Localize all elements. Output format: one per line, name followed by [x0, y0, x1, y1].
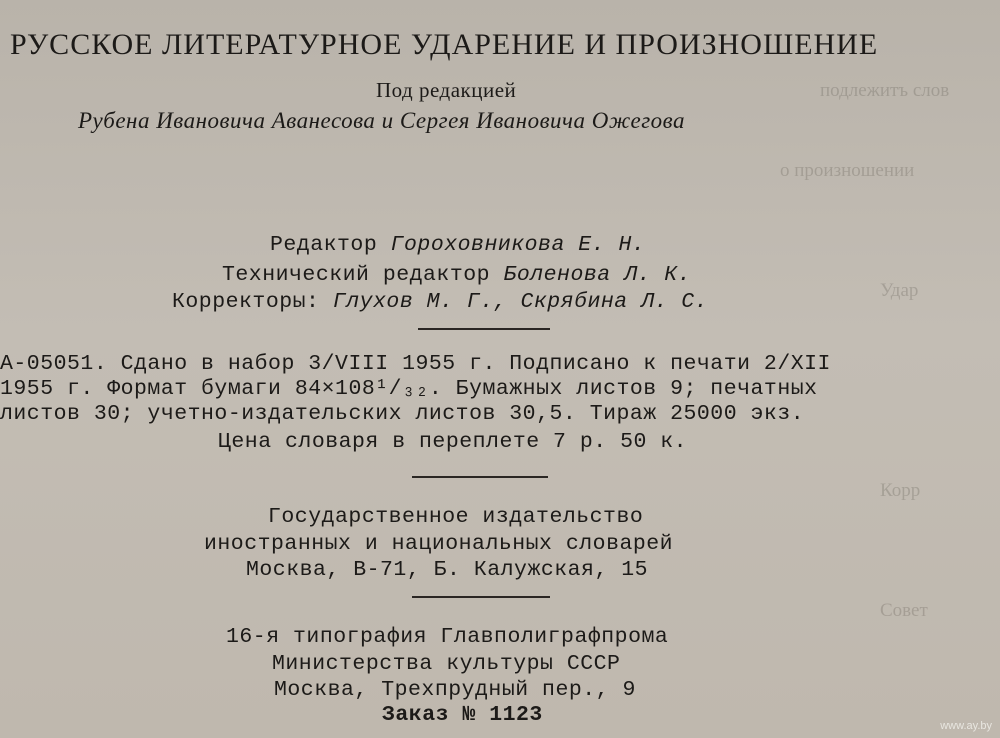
- printer-line: Заказ № 1123: [382, 703, 543, 727]
- divider-rule: [412, 596, 550, 598]
- publisher-line: Москва, В-71, Б. Калужская, 15: [246, 558, 649, 582]
- printer-line: Министерства культуры СССР: [272, 652, 621, 676]
- edited-by-label: Под редакцией: [376, 78, 517, 102]
- bleed-through-text: Корр: [880, 480, 921, 501]
- watermark: www.ay.by: [940, 720, 992, 732]
- imprint-line: Цена словаря в переплете 7 р. 50 к.: [218, 430, 688, 454]
- divider-rule: [412, 476, 548, 478]
- printer-line: 16-я типография Главполиграфпрома: [226, 625, 669, 649]
- imprint-line: листов 30; учетно-издательских листов 30,5. Тираж 25000 экз.: [0, 402, 805, 426]
- bleed-through-text: Совет: [880, 600, 928, 621]
- bleed-through-text: о произношении: [780, 160, 915, 181]
- editor-name: Гороховникова Е. Н.: [390, 233, 646, 257]
- bleed-through-text: подлежитъ слов: [820, 80, 950, 101]
- editors-names: Рубена Ивановича Аванесова и Сергея Ивановича Ожегова: [78, 108, 685, 133]
- imprint-line: А-05051. Сдано в набор 3/VIII 1955 г. Подписано к печати 2/XII: [0, 352, 831, 376]
- editor-line: [270, 233, 645, 257]
- correctors-line: [172, 290, 708, 314]
- tech-editor-name: Боленова Л. К.: [503, 263, 692, 287]
- book-title: РУССКОЕ ЛИТЕРАТУРНОЕ УДАРЕНИЕ И ПРОИЗНОШЕНИЕ: [10, 28, 879, 61]
- publisher-line: Государственное издательство: [268, 505, 644, 529]
- correctors-label: Корректоры:: [172, 290, 333, 314]
- publisher-line: иностранных и национальных словарей: [204, 532, 674, 556]
- tech-editor-label: Технический редактор: [222, 263, 504, 287]
- divider-rule: [418, 328, 550, 330]
- editor-label: Редактор: [270, 233, 391, 257]
- correctors-names: Глухов М. Г., Скрябина Л. С.: [332, 290, 709, 314]
- tech-editor-line: [222, 263, 691, 287]
- bleed-through-text: Удар: [880, 280, 919, 301]
- imprint-line: 1955 г. Формат бумаги 84×108¹/₃₂. Бумажных листов 9; печатных: [0, 377, 818, 401]
- printer-line: Москва, Трехпрудный пер., 9: [274, 678, 636, 702]
